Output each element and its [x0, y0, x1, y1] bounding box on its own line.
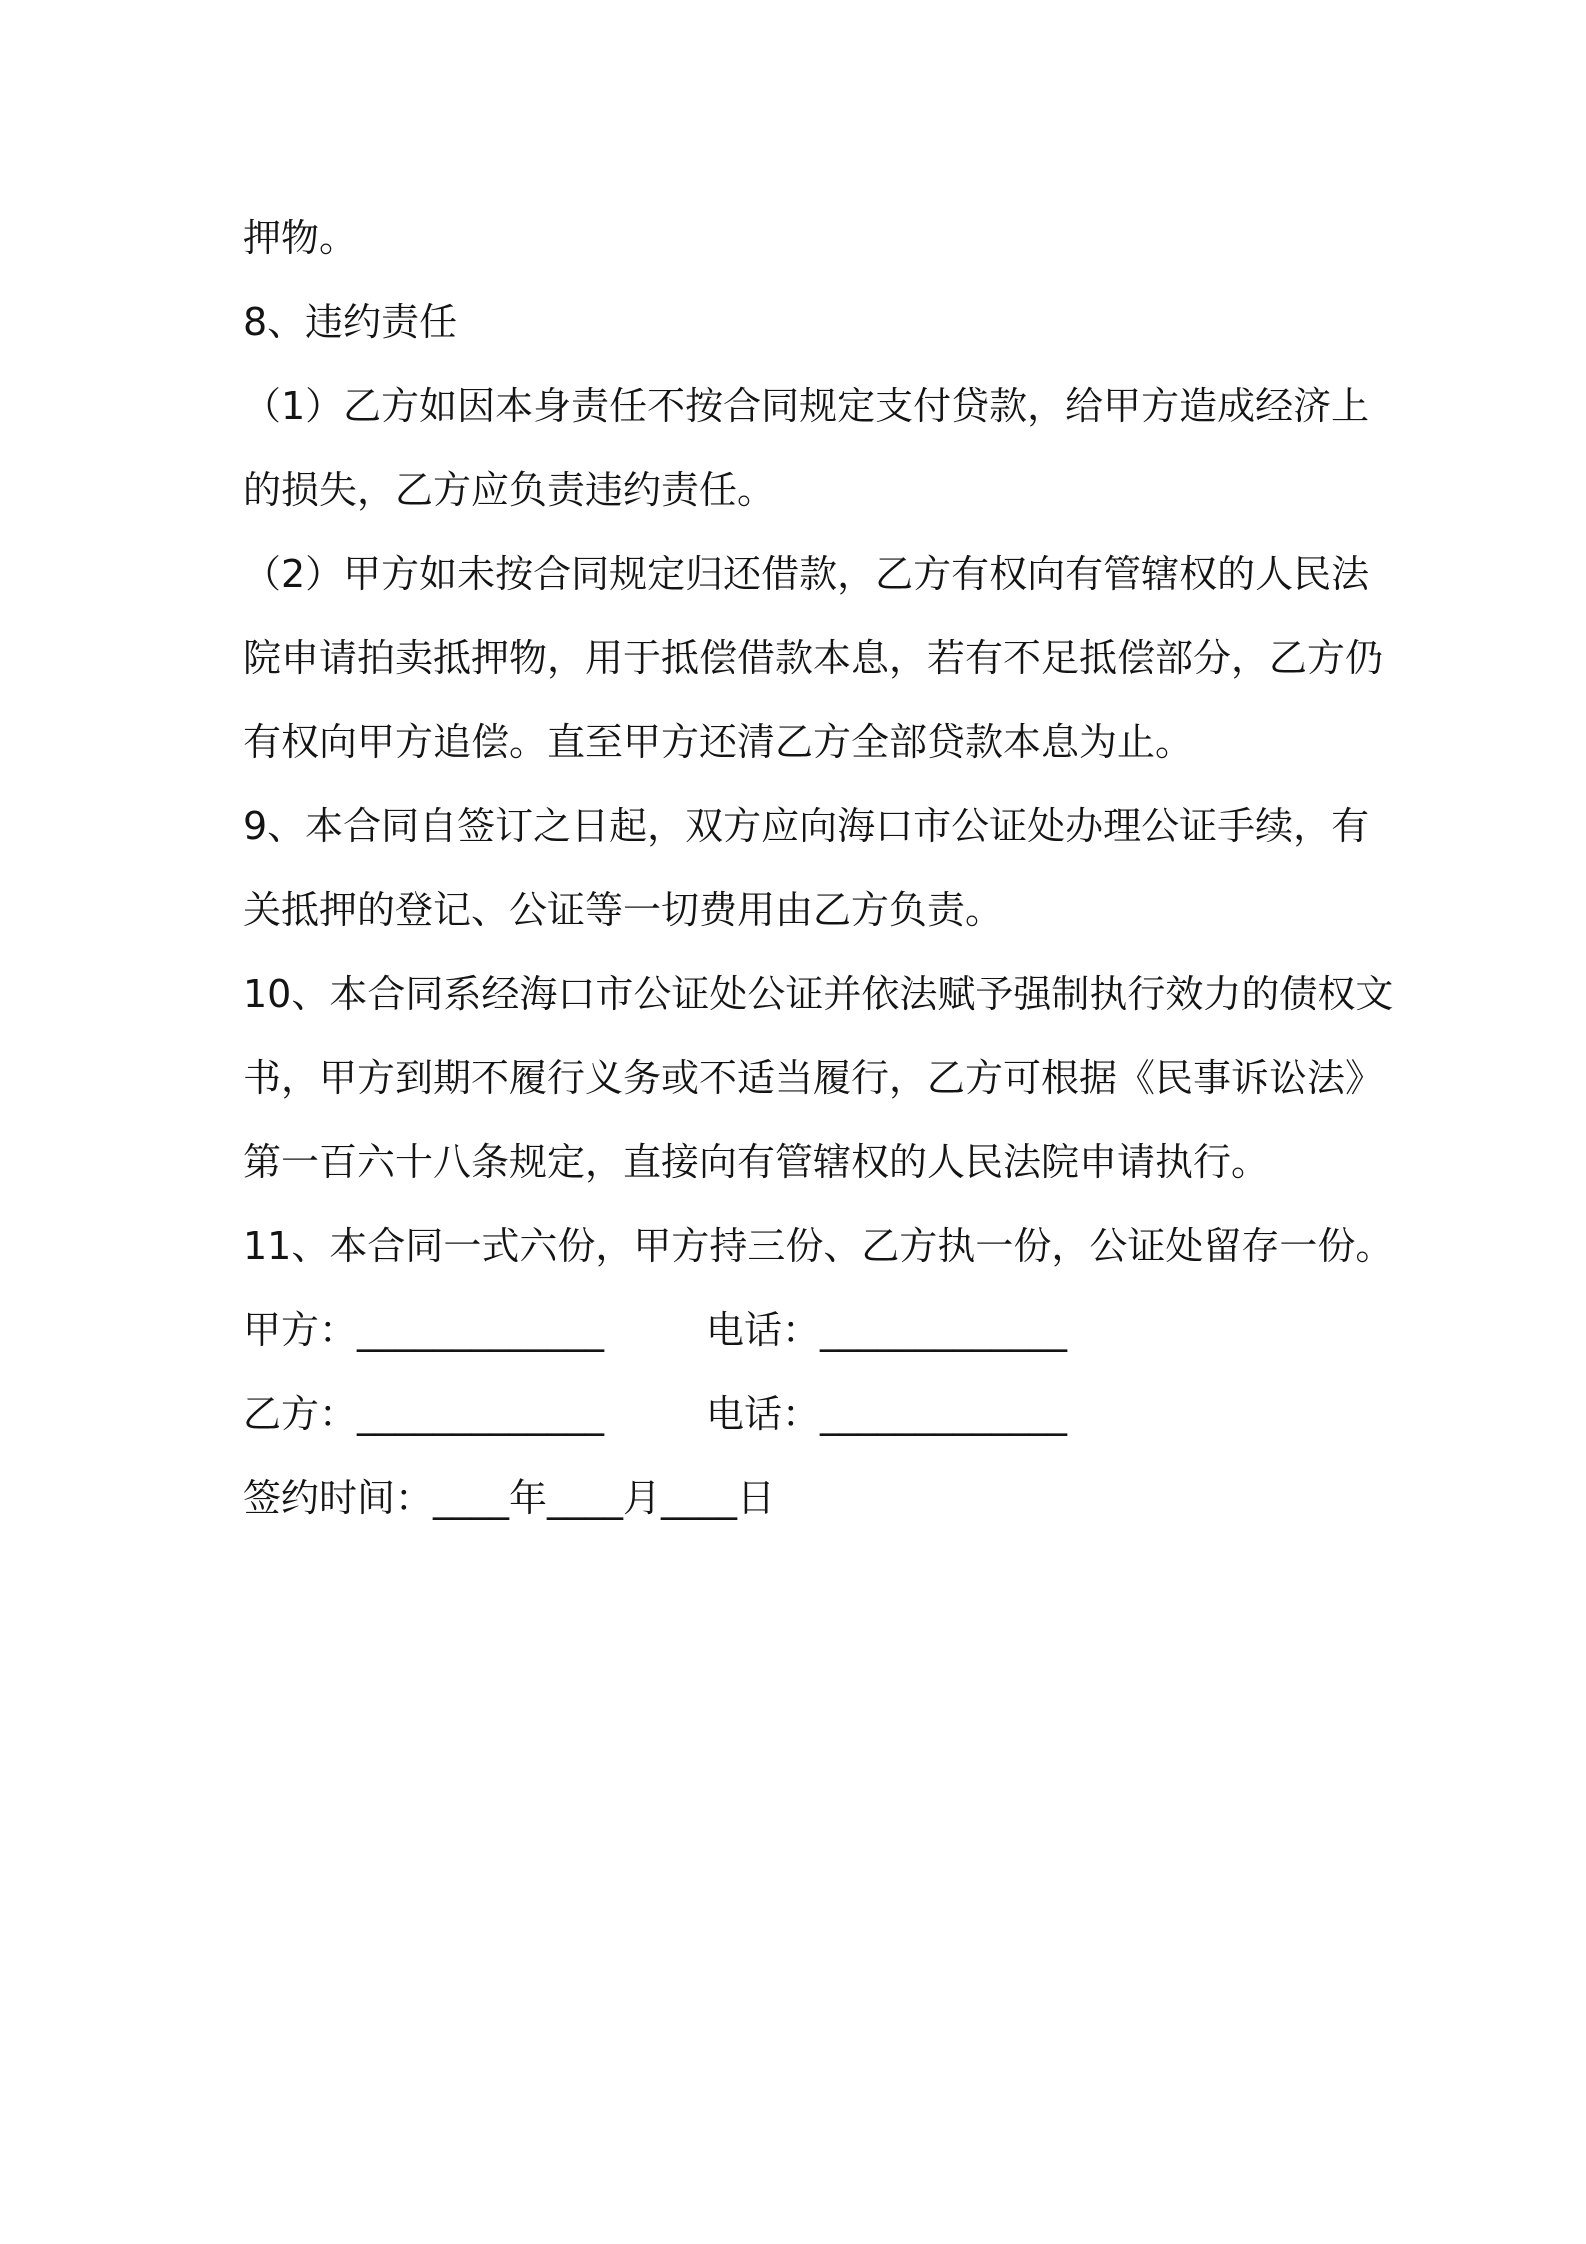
paragraph-line: 押物。 — [243, 216, 358, 260]
signing-date-field: 签约时间：____年____月____日 — [243, 1476, 776, 1520]
party-b-signature-field: 乙方：_____________ — [243, 1392, 605, 1436]
signature-row-party-a — [243, 1288, 1363, 1372]
paragraph-line: （1）乙方如因本身责任不按合同规定支付贷款，给甲方造成经济上 — [243, 384, 1370, 428]
party-a-signature-field: 甲方：_____________ — [243, 1308, 605, 1352]
paragraph-line: 院申请拍卖抵押物，用于抵偿借款本息，若有不足抵偿部分，乙方仍 — [243, 636, 1384, 680]
paragraph-line: 9、本合同自签订之日起，双方应向海口市公证处办理公证手续，有 — [243, 804, 1370, 848]
paragraph-line: 11、本合同一式六份，甲方持三份、乙方执一份，公证处留存一份。 — [243, 1224, 1394, 1268]
paragraph-line: 书，甲方到期不履行义务或不适当履行，乙方可根据《民事诉讼法》 — [243, 1056, 1384, 1100]
party-a-phone-field: 电话：_____________ — [706, 1308, 1068, 1352]
paragraph-line: 关抵押的登记、公证等一切费用由乙方负责。 — [243, 888, 1004, 932]
paragraph-line: 的损失，乙方应负责违约责任。 — [243, 468, 776, 512]
signature-row-party-b — [243, 1372, 1363, 1456]
signing-date-row — [243, 1456, 1363, 1540]
paragraph-line: 有权向甲方追偿。直至甲方还清乙方全部贷款本息为止。 — [243, 720, 1194, 764]
party-b-phone-field: 电话：_____________ — [706, 1392, 1068, 1436]
contract-body — [243, 196, 1394, 1540]
paragraph-line: （2）甲方如未按合同规定归还借款，乙方有权向有管辖权的人民法 — [243, 552, 1370, 596]
section-heading-breach-liability: 8、违约责任 — [243, 300, 458, 344]
paragraph-line: 10、本合同系经海口市公证处公证并依法赋予强制执行效力的债权文 — [243, 972, 1394, 1016]
paragraph-line: 第一百六十八条规定，直接向有管辖权的人民法院申请执行。 — [243, 1140, 1270, 1184]
